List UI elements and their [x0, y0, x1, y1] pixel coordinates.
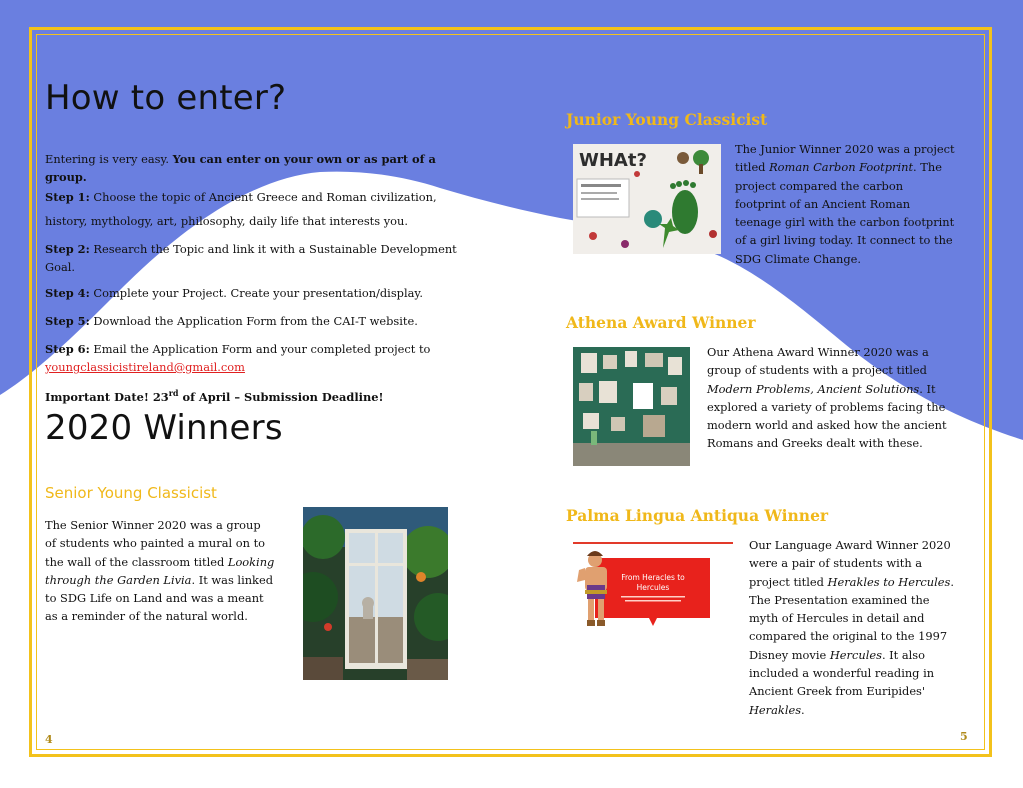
display-image — [573, 347, 690, 466]
palma-heading: Palma Lingua Antiqua Winner — [566, 506, 829, 525]
athena-display-photo — [573, 347, 690, 466]
slide-image — [573, 540, 733, 632]
poster-image — [573, 144, 721, 254]
senior-heading: Senior Young Classicist — [45, 484, 217, 502]
senior-mural-photo — [303, 507, 448, 680]
important-date: Important Date! 23rd of April – Submission Deadline! — [45, 388, 384, 404]
step-1-cont: history, mythology, art, philosophy, daily life that interests you. — [45, 214, 408, 228]
step-5: Step 5: Download the Application Form from the CAI-T website. — [45, 314, 418, 328]
mural-image — [303, 507, 448, 680]
step-6: Step 6: Email the Application Form and your completed project to — [45, 342, 431, 356]
athena-heading: Athena Award Winner — [566, 313, 756, 332]
entry-instructions — [45, 150, 460, 414]
senior-text: The Senior Winner 2020 was a group of students who painted a mural on to the wall of the classroom titled Looking through the Garden Livia. It was linked to SDG Life on Land and was a meant as a reminder of the natural world. — [45, 518, 275, 624]
poster-title: WHAt? — [579, 150, 647, 171]
palma-text: Our Language Award Winner 2020 were a pair of students with a project titled Herakles to Hercules. The Presentation examined the myth of Hercules in detail and compared the original to the 1997 Disney movie Hercules. It also included a wonderful reading in Ancient Greek from Euripides' Herakles. — [749, 538, 954, 717]
step-4: Step 4: Complete your Project. Create your presentation/display. — [45, 286, 423, 300]
junior-heading: Junior Young Classicist — [566, 110, 768, 129]
intro-text: Entering is very easy. — [45, 152, 170, 166]
junior-text: The Junior Winner 2020 was a project titled Roman Carbon Footprint. The project compared the carbon footprint of an Ancient Roman teenage girl with the carbon footprint of a girl living today. It connect to the SDG Climate Change. — [735, 142, 955, 266]
intro-bold: You can enter on your own or as part of a group. — [45, 152, 436, 184]
slide-title-2: Hercules — [636, 583, 670, 592]
step-2: Step 2: Research the Topic and link it with a Sustainable Development Goal. — [45, 242, 457, 274]
junior-poster-photo — [573, 144, 721, 254]
how-to-enter-title: How to enter? — [45, 78, 287, 118]
email-link[interactable]: youngclassicistireland@gmail.com — [45, 360, 245, 374]
step-1: Step 1: Choose the topic of Ancient Greece and Roman civilization, — [45, 190, 437, 204]
palma-slide-image — [573, 540, 733, 632]
page-number-left: 4 — [45, 733, 53, 746]
winners-title: 2020 Winners — [45, 408, 283, 448]
slide-title: From Heracles to — [621, 573, 685, 582]
athena-text: Our Athena Award Winner 2020 was a group of students with a project titled Modern Problems, Ancient Solutions. It explored a variety of problems facing the modern world and asked how the ancient Romans and Greeks dealt with these. — [707, 345, 947, 451]
page-number-right: 5 — [960, 730, 968, 743]
